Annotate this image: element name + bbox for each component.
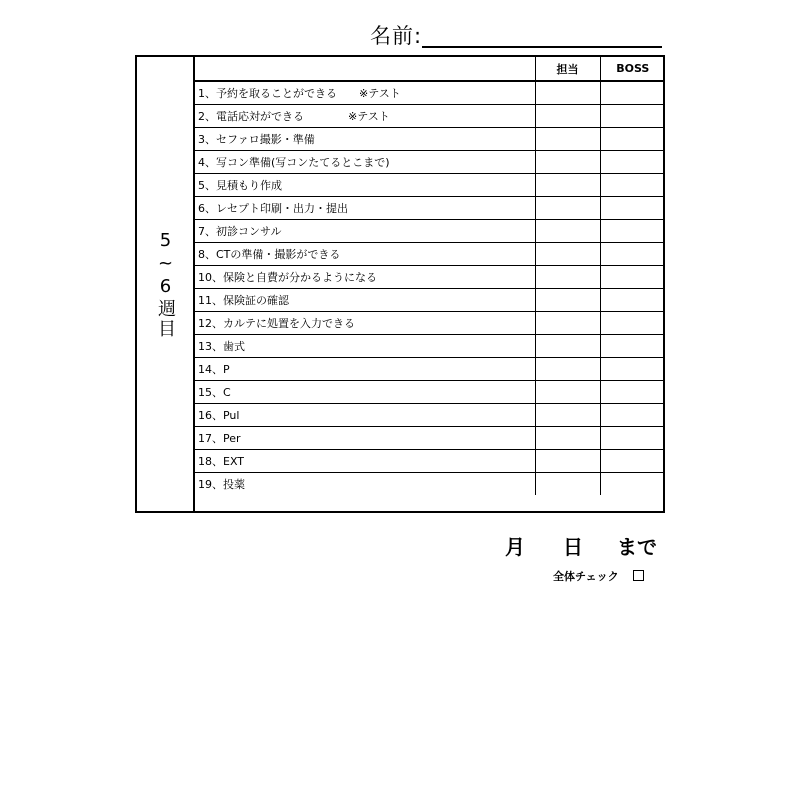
tanto-check-cell[interactable]	[535, 265, 600, 288]
boss-check-cell[interactable]	[600, 173, 665, 196]
task-row	[195, 288, 665, 311]
tanto-column-header: 担当	[535, 57, 600, 81]
task-label: 8、CTの準備・撮影ができる	[195, 242, 535, 265]
task-row	[195, 173, 665, 196]
tanto-check-cell[interactable]	[535, 334, 600, 357]
task-label: 17、Per	[195, 426, 535, 449]
boss-check-cell[interactable]	[600, 380, 665, 403]
tanto-check-cell[interactable]	[535, 357, 600, 380]
name-label: 名前:	[370, 24, 423, 48]
header-row	[195, 57, 665, 81]
boss-check-cell[interactable]	[600, 81, 665, 104]
deadline	[505, 534, 665, 562]
task-row	[195, 242, 665, 265]
task-label: 15、C	[195, 380, 535, 403]
boss-check-cell[interactable]	[600, 219, 665, 242]
overall-check-box[interactable]	[633, 570, 644, 581]
tanto-check-cell[interactable]	[535, 449, 600, 472]
deadline-month-label: 月	[505, 535, 525, 559]
name-field-area	[370, 24, 662, 48]
boss-check-cell[interactable]	[600, 265, 665, 288]
task-row	[195, 449, 665, 472]
name-write-line[interactable]	[422, 46, 662, 48]
task-column-header	[195, 57, 535, 81]
boss-check-cell[interactable]	[600, 357, 665, 380]
task-label: 18、EXT	[195, 449, 535, 472]
checklist-table	[195, 57, 665, 495]
tanto-check-cell[interactable]	[535, 288, 600, 311]
task-row	[195, 334, 665, 357]
boss-column-header: BOSS	[600, 57, 665, 81]
tanto-check-cell[interactable]	[535, 173, 600, 196]
task-label: 12、カルテに処置を入力できる	[195, 311, 535, 334]
task-row	[195, 265, 665, 288]
task-label: 1、予約を取ることができる ※テスト	[195, 81, 535, 104]
task-label: 2、電話応対ができる ※テスト	[195, 104, 535, 127]
boss-check-cell[interactable]	[600, 449, 665, 472]
task-row	[195, 219, 665, 242]
task-label: 5、見積もり作成	[195, 173, 535, 196]
task-label: 4、写コン準備(写コンたてるとこまで)	[195, 150, 535, 173]
task-row	[195, 104, 665, 127]
boss-check-cell[interactable]	[600, 334, 665, 357]
tanto-check-cell[interactable]	[535, 127, 600, 150]
tanto-check-cell[interactable]	[535, 311, 600, 334]
boss-check-cell[interactable]	[600, 242, 665, 265]
task-label: 11、保険証の確認	[195, 288, 535, 311]
boss-check-cell[interactable]	[600, 472, 665, 495]
task-row	[195, 150, 665, 173]
tanto-check-cell[interactable]	[535, 104, 600, 127]
task-row	[195, 403, 665, 426]
task-label: 7、初診コンサル	[195, 219, 535, 242]
boss-check-cell[interactable]	[600, 288, 665, 311]
overall-check-label: 全体チェック	[553, 570, 619, 583]
task-row	[195, 472, 665, 495]
task-row	[195, 426, 665, 449]
task-label: 6、レセプト印刷・出力・提出	[195, 196, 535, 219]
task-label: 10、保険と自費が分かるようになる	[195, 265, 535, 288]
task-label: 14、P	[195, 357, 535, 380]
task-row	[195, 127, 665, 150]
task-label: 16、Pul	[195, 403, 535, 426]
task-label: 13、歯式	[195, 334, 535, 357]
boss-check-cell[interactable]	[600, 127, 665, 150]
task-label: 3、セファロ撮影・準備	[195, 127, 535, 150]
boss-check-cell[interactable]	[600, 104, 665, 127]
tanto-check-cell[interactable]	[535, 196, 600, 219]
task-row	[195, 357, 665, 380]
tanto-check-cell[interactable]	[535, 380, 600, 403]
tanto-check-cell[interactable]	[535, 403, 600, 426]
checklist-sheet	[135, 55, 665, 513]
deadline-until-label: まで	[617, 535, 657, 559]
boss-check-cell[interactable]	[600, 196, 665, 219]
overall-check	[553, 569, 644, 585]
tanto-check-cell[interactable]	[535, 242, 600, 265]
boss-check-cell[interactable]	[600, 150, 665, 173]
tanto-check-cell[interactable]	[535, 472, 600, 495]
boss-check-cell[interactable]	[600, 403, 665, 426]
tanto-check-cell[interactable]	[535, 426, 600, 449]
tanto-check-cell[interactable]	[535, 81, 600, 104]
task-row	[195, 81, 665, 104]
task-row	[195, 196, 665, 219]
deadline-day-label: 日	[563, 535, 583, 559]
boss-check-cell[interactable]	[600, 311, 665, 334]
task-row	[195, 311, 665, 334]
boss-check-cell[interactable]	[600, 426, 665, 449]
week-label: 5~6週目	[155, 229, 176, 339]
tanto-check-cell[interactable]	[535, 150, 600, 173]
week-column	[137, 57, 195, 511]
task-label: 19、投薬	[195, 472, 535, 495]
task-row	[195, 380, 665, 403]
tanto-check-cell[interactable]	[535, 219, 600, 242]
